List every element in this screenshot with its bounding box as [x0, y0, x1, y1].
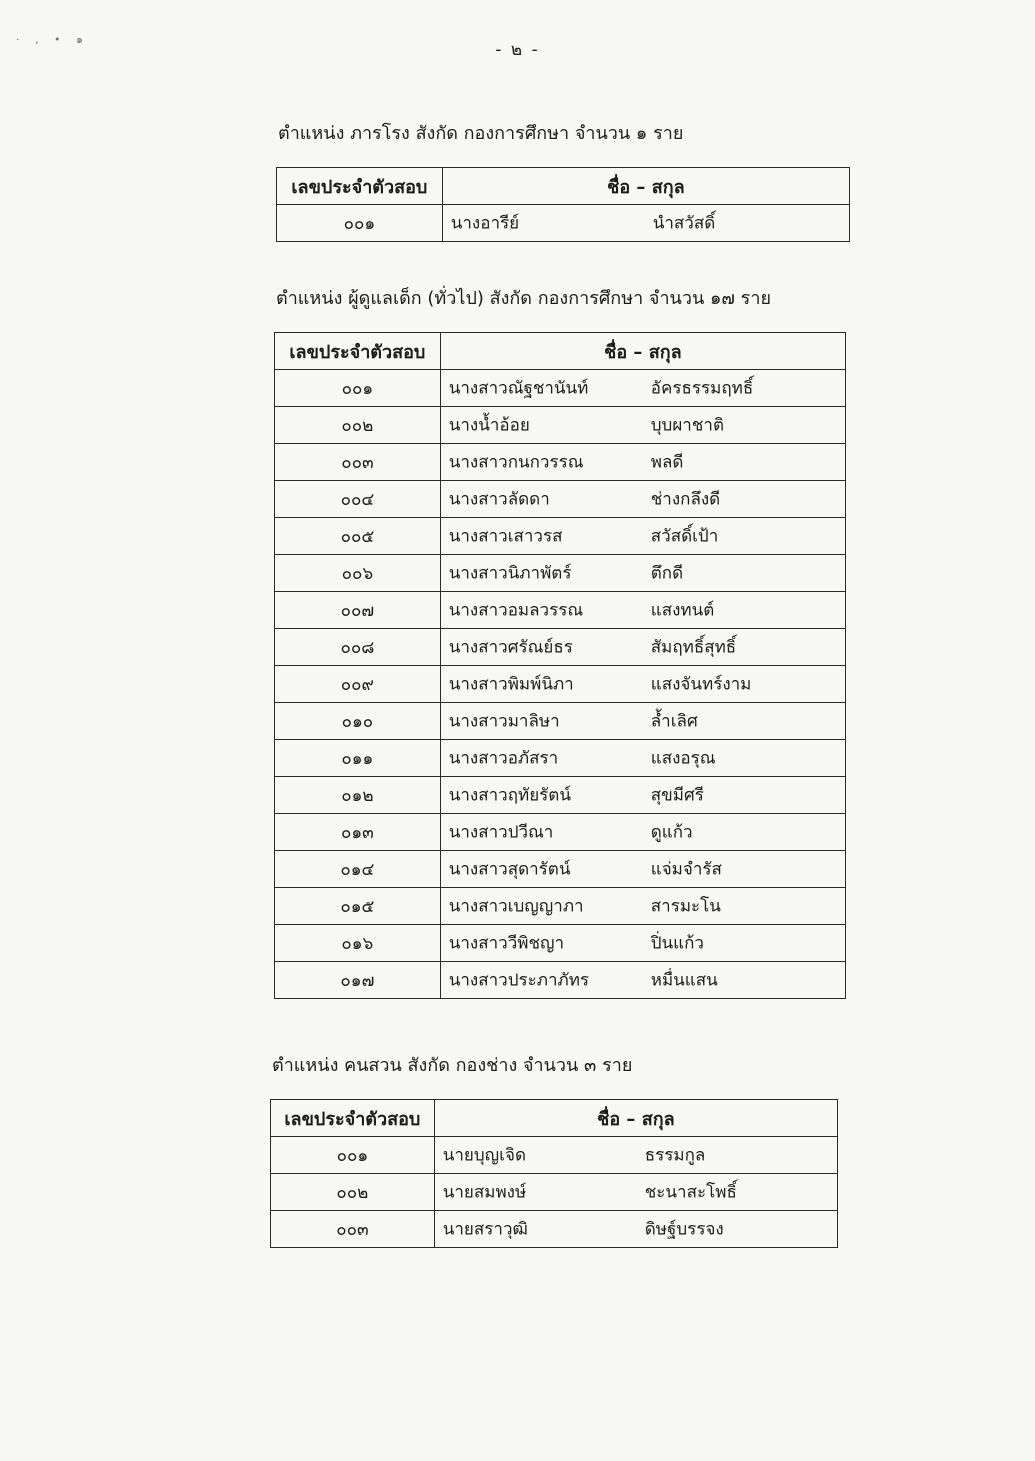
- first-name: นางน้ำอ้อย: [448, 415, 530, 436]
- name-cell: [440, 444, 845, 481]
- table-row: [275, 407, 846, 444]
- exam-id-cell: ๐๑๕: [275, 888, 441, 925]
- header-full-name: ชื่อ – สกุล: [434, 1100, 837, 1137]
- table-row: [275, 444, 846, 481]
- name-cell: [440, 592, 845, 629]
- header-exam-id: เลขประจำตัวสอบ: [277, 168, 443, 205]
- candidate-table: [274, 332, 846, 999]
- table-row: [271, 1174, 838, 1211]
- first-name: นางสาวอมลวรรณ: [448, 600, 584, 621]
- section-caption: ตำแหน่ง คนสวน สังกัด กองช่าง จำนวน ๓ ราย: [272, 1055, 633, 1076]
- last-name: สัมฤทธิ์สุทธิ์: [650, 637, 737, 658]
- exam-id-cell: ๐๑๓: [275, 814, 441, 851]
- first-name: นางสาวลัดดา: [448, 489, 550, 510]
- first-name: นายสราวุฒิ: [442, 1219, 528, 1240]
- first-name: นางอารีย์: [450, 213, 520, 234]
- first-name: นางสาวสุดารัตน์: [448, 859, 571, 880]
- first-name: นางสาวศรัณย์ธร: [448, 637, 573, 658]
- last-name: นำสวัสดิ์: [652, 213, 716, 234]
- candidate-table: [270, 1099, 838, 1248]
- exam-id-cell: ๐๐๘: [275, 629, 441, 666]
- last-name: ดิษฐ์บรรจง: [644, 1219, 724, 1240]
- table-row: [271, 1137, 838, 1174]
- header-exam-id: เลขประจำตัวสอบ: [275, 333, 441, 370]
- name-cell: [440, 777, 845, 814]
- exam-id-cell: ๐๑๗: [275, 962, 441, 999]
- last-name: สวัสดิ์เป้า: [650, 526, 719, 547]
- last-name: ปิ่นแก้ว: [650, 933, 704, 954]
- first-name: นางสาวฤทัยรัตน์: [448, 785, 571, 806]
- first-name: นายบุญเจิด: [442, 1145, 526, 1166]
- last-name: สุขมีศรี: [650, 785, 704, 806]
- table-row: [277, 205, 850, 242]
- last-name: แสงอรุณ: [650, 748, 716, 769]
- corner-marks: ‧ ‚ • ๑: [16, 33, 89, 46]
- exam-id-cell: ๐๐๒: [271, 1174, 435, 1211]
- name-cell: [440, 407, 845, 444]
- exam-id-cell: ๐๑๐: [275, 703, 441, 740]
- name-cell: [434, 1211, 837, 1248]
- name-cell: [440, 666, 845, 703]
- last-name: ชะนาสะโพธิ์: [644, 1182, 737, 1203]
- exam-id-cell: ๐๐๕: [275, 518, 441, 555]
- name-cell: [440, 703, 845, 740]
- section-janitor: [276, 118, 850, 242]
- table-row: [275, 555, 846, 592]
- name-cell: [442, 205, 849, 242]
- name-cell: [440, 629, 845, 666]
- candidate-table: [276, 167, 850, 242]
- exam-id-cell: ๐๑๔: [275, 851, 441, 888]
- page-number: - ๒ -: [495, 40, 540, 60]
- name-cell: [440, 370, 845, 407]
- exam-id-cell: ๐๐๖: [275, 555, 441, 592]
- header-full-name: ชื่อ – สกุล: [440, 333, 845, 370]
- first-name: นางสาวพิมพ์นิภา: [448, 674, 574, 695]
- table-row: [275, 481, 846, 518]
- last-name: แสงจันทร์งาม: [650, 674, 752, 695]
- first-name: นางสาววีพิชญา: [448, 933, 565, 954]
- last-name: ดูแก้ว: [650, 822, 693, 843]
- name-cell: [434, 1137, 837, 1174]
- first-name: นางสาวประภาภัทร: [448, 970, 590, 991]
- name-cell: [434, 1174, 837, 1211]
- last-name: สารมะโน: [650, 896, 721, 917]
- section-caption: ตำแหน่ง ภารโรง สังกัด กองการศึกษา จำนวน ๑ ราย: [278, 123, 684, 144]
- name-cell: [440, 925, 845, 962]
- name-cell: [440, 962, 845, 999]
- section-gardener: [270, 1050, 838, 1248]
- name-cell: [440, 814, 845, 851]
- first-name: นางสาวปวีณา: [448, 822, 554, 843]
- name-cell: [440, 518, 845, 555]
- table-row: [275, 592, 846, 629]
- table-row: [275, 740, 846, 777]
- table-header-row: [271, 1100, 838, 1137]
- last-name: แสงทนต์: [650, 600, 715, 621]
- first-name: นางสาวอภัสรา: [448, 748, 559, 769]
- last-name: พลดี: [650, 452, 684, 473]
- name-cell: [440, 555, 845, 592]
- first-name: นายสมพงษ์: [442, 1182, 527, 1203]
- section-childcare: [274, 283, 846, 999]
- first-name: นางสาวเบญญาภา: [448, 896, 584, 917]
- name-cell: [440, 740, 845, 777]
- last-name: ล้ำเลิศ: [650, 711, 698, 732]
- table-row: [275, 703, 846, 740]
- table-row: [271, 1211, 838, 1248]
- table-row: [275, 851, 846, 888]
- first-name: นางสาวนิภาพัตร์: [448, 563, 572, 584]
- last-name: อัครธรรมฤทธิ์: [650, 378, 754, 399]
- exam-id-cell: ๐๐๔: [275, 481, 441, 518]
- exam-id-cell: ๐๐๑: [275, 370, 441, 407]
- exam-id-cell: ๐๐๙: [275, 666, 441, 703]
- table-row: [275, 518, 846, 555]
- table-row: [275, 370, 846, 407]
- last-name: ตึกดี: [650, 563, 684, 584]
- table-header-row: [277, 168, 850, 205]
- first-name: นางสาวณัฐชานันท์: [448, 378, 589, 399]
- exam-id-cell: ๐๐๒: [275, 407, 441, 444]
- table-row: [275, 777, 846, 814]
- header-exam-id: เลขประจำตัวสอบ: [271, 1100, 435, 1137]
- table-row: [275, 888, 846, 925]
- exam-id-cell: ๐๐๑: [271, 1137, 435, 1174]
- section-caption: ตำแหน่ง ผู้ดูแลเด็ก (ทั่วไป) สังกัด กองการศึกษา จำนวน ๑๗ ราย: [276, 288, 771, 309]
- first-name: นางสาวเสาวรส: [448, 526, 563, 547]
- table-row: [275, 814, 846, 851]
- header-full-name: ชื่อ – สกุล: [442, 168, 849, 205]
- last-name: ธรรมกูล: [644, 1145, 706, 1166]
- exam-id-cell: ๐๐๓: [271, 1211, 435, 1248]
- name-cell: [440, 851, 845, 888]
- last-name: หมื่นแสน: [650, 970, 718, 991]
- name-cell: [440, 888, 845, 925]
- table-row: [275, 629, 846, 666]
- table-row: [275, 666, 846, 703]
- table-header-row: [275, 333, 846, 370]
- exam-id-cell: ๐๑๒: [275, 777, 441, 814]
- exam-id-cell: ๐๐๑: [277, 205, 443, 242]
- exam-id-cell: ๐๑๖: [275, 925, 441, 962]
- table-row: [275, 962, 846, 999]
- first-name: นางสาวมาลิษา: [448, 711, 560, 732]
- last-name: ช่างกลึงดี: [650, 489, 721, 510]
- name-cell: [440, 481, 845, 518]
- first-name: นางสาวกนกวรรณ: [448, 452, 584, 473]
- exam-id-cell: ๐๐๓: [275, 444, 441, 481]
- last-name: แจ่มจำรัส: [650, 859, 722, 880]
- table-row: [275, 925, 846, 962]
- exam-id-cell: ๐๐๗: [275, 592, 441, 629]
- last-name: บุบผาชาติ: [650, 415, 724, 436]
- exam-id-cell: ๐๑๑: [275, 740, 441, 777]
